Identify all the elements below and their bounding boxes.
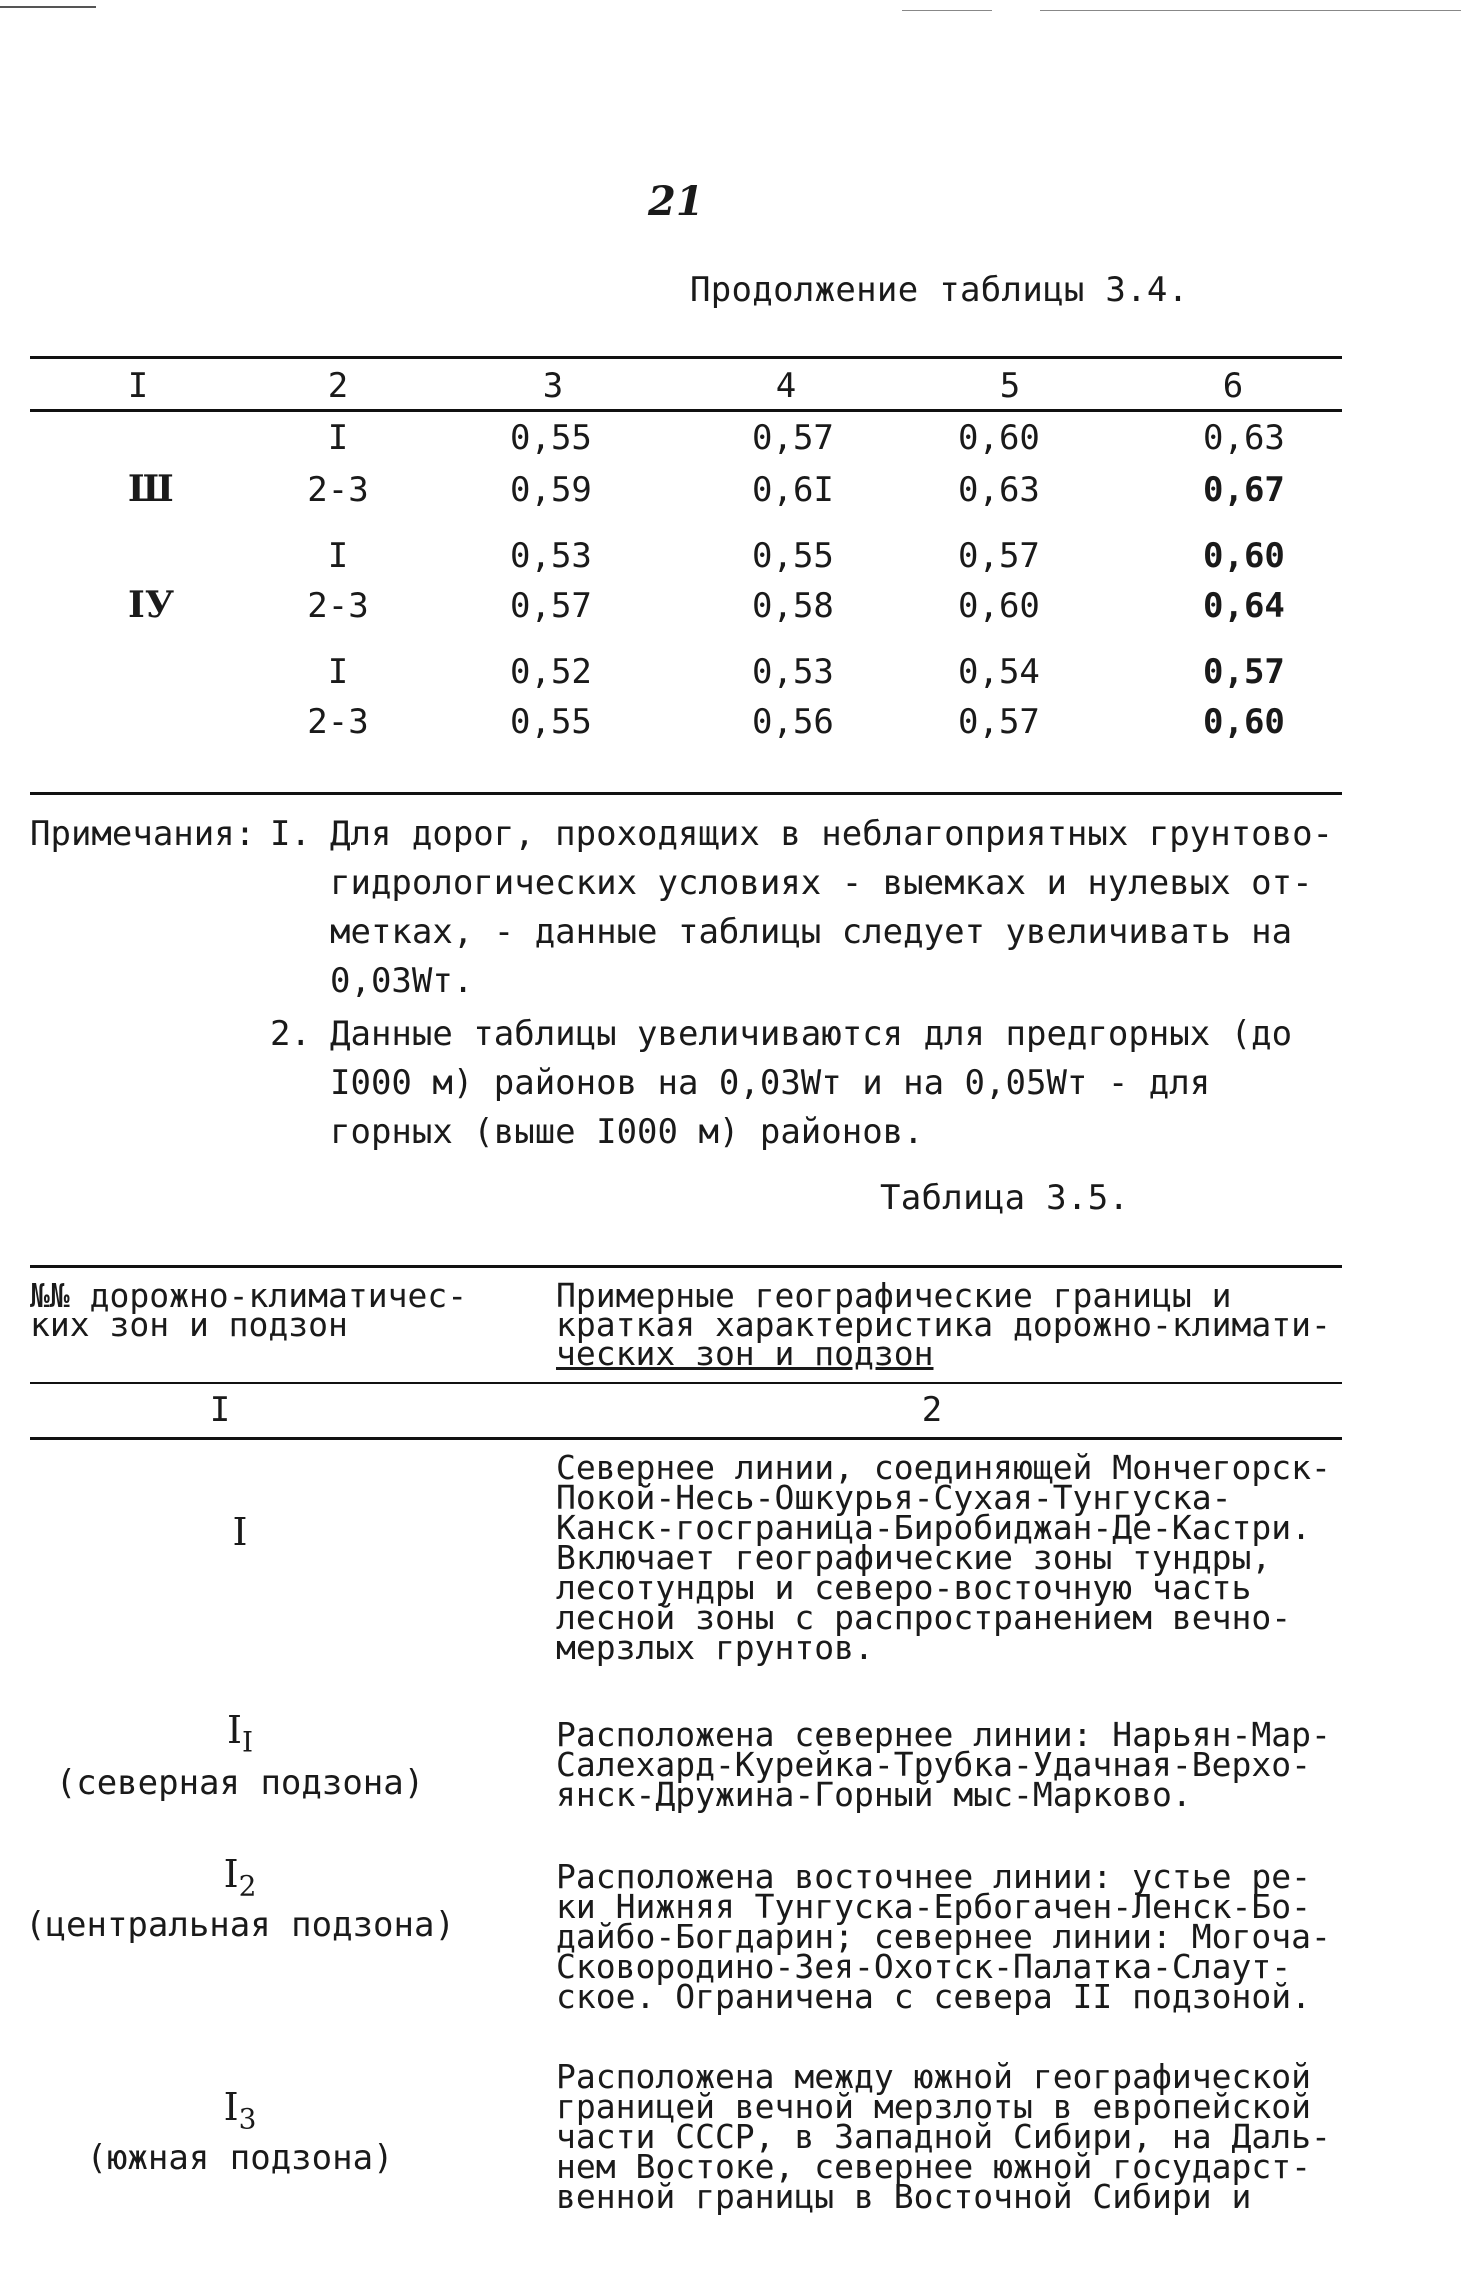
note-text	[330, 1010, 1292, 1157]
table-head-col-1	[30, 1276, 468, 1344]
table-bottom-rule	[30, 792, 1342, 795]
note-number: 2.	[270, 1014, 311, 1054]
value-cell: 0,60	[1203, 536, 1285, 576]
notes-label: Примечания:	[30, 814, 256, 854]
description-line: части СССР, в Западной Сибири, на Даль-	[556, 2117, 1331, 2156]
description-line: границей вечной мерзлоты в европейской	[556, 2087, 1311, 2126]
value-cell: 0,57	[752, 418, 834, 458]
head-line: краткая характеристика дорожно-климати-	[556, 1305, 1331, 1344]
zone-code	[0, 1510, 480, 1554]
head-line: ческих зон и подзон	[556, 1334, 934, 1373]
description-line: Канск-госграница-Биробиджан-Де-Кастри.	[556, 1508, 1311, 1547]
header-col-2: 2	[327, 366, 349, 406]
description-line: ки Нижняя Тунгуска-Ербогачен-Ленск-Бо-	[556, 1887, 1311, 1926]
zone-description	[556, 2057, 1331, 2216]
value-cell: 0,55	[752, 536, 834, 576]
note-line: горных (выше I000 м) районов.	[330, 1112, 924, 1152]
note-text	[330, 810, 1333, 1006]
subzone-cell: 2-3	[307, 586, 369, 626]
value-cell: 0,63	[1203, 418, 1285, 458]
zone-description	[556, 1715, 1331, 1814]
zone-description	[556, 1448, 1331, 1667]
value-cell: 0,58	[752, 586, 834, 626]
scan-mark	[0, 6, 96, 8]
page-number: 21	[648, 178, 704, 225]
note-line: I000 м) районов на 0,03Wт и на 0,05Wт - для	[330, 1063, 1211, 1103]
description-line: Салехард-Курейка-Трубка-Удачная-Верхо-	[556, 1745, 1311, 1784]
zone-code-main: I	[232, 1510, 248, 1554]
head-line: №№ дорожно-климатичес-	[30, 1276, 468, 1315]
value-cell: 0,60	[958, 586, 1040, 626]
note-line: гидрологических условиях - выемках и нулевых от-	[330, 863, 1313, 903]
value-cell: 0,56	[752, 702, 834, 742]
table-head-col-2	[556, 1276, 1331, 1373]
value-cell: 0,57	[958, 702, 1040, 742]
value-cell: 0,64	[1203, 586, 1285, 626]
description-line: Сковородино-Зея-Охотск-Палатка-Слаут-	[556, 1947, 1292, 1986]
description-line: лесной зоны с распространением вечно-	[556, 1598, 1292, 1637]
colnum-1: I	[209, 1390, 231, 1430]
table-numbering-rule	[30, 1437, 1342, 1440]
subzone-cell: I	[327, 418, 349, 458]
zone-label: (северная подзона)	[55, 1763, 425, 1803]
header-col-6: 6	[1222, 366, 1244, 406]
description-line: Расположена севернее линии: Нарьян-Мар-	[556, 1715, 1331, 1754]
zone-code	[0, 2085, 480, 2136]
zone-code	[0, 1708, 480, 1759]
zone-code	[0, 1852, 480, 1903]
description-line: Расположена восточнее линии: устье ре-	[556, 1857, 1311, 1896]
note-line: 0,03Wт.	[330, 961, 474, 1001]
description-line: Покой-Несь-Ошкурья-Сухая-Тунгуска-	[556, 1478, 1232, 1517]
zone-cell: IУ	[128, 584, 175, 626]
scan-mark	[1040, 10, 1461, 11]
value-cell: 0,60	[1203, 702, 1285, 742]
description-line: Включает географические зоны тундры,	[556, 1538, 1272, 1577]
value-cell: 0,57	[958, 536, 1040, 576]
note-line: метках, - данные таблицы следует увеличивать на	[330, 912, 1293, 952]
scan-mark	[902, 10, 992, 11]
value-cell: 0,54	[958, 652, 1040, 692]
note-line: Для дорог, проходящих в неблагоприятных грунтово-	[330, 814, 1334, 854]
subzone-cell: I	[327, 652, 349, 692]
zone-cell: Ш	[128, 468, 174, 510]
table-header-rule	[30, 409, 1342, 412]
value-cell: 0,57	[1203, 652, 1285, 692]
value-cell: 0,6I	[752, 470, 834, 510]
value-cell: 0,63	[958, 470, 1040, 510]
value-cell: 0,55	[510, 418, 592, 458]
zone-code-main: I	[223, 2085, 239, 2129]
header-col-4: 4	[775, 366, 797, 406]
zone-code-main: I	[226, 1708, 242, 1752]
head-line: Примерные географические границы и	[556, 1276, 1232, 1315]
zone-label: (центральная подзона)	[25, 1905, 455, 1945]
description-line: Севернее линии, соединяющей Мончегорск-	[556, 1448, 1331, 1487]
value-cell: 0,53	[510, 536, 592, 576]
subzone-cell: I	[327, 536, 349, 576]
description-line: Расположена между южной географической	[556, 2057, 1311, 2096]
description-line: нем Востоке, севернее южной государст-	[556, 2147, 1311, 2186]
table-top-rule	[30, 1265, 1342, 1268]
value-cell: 0,59	[510, 470, 592, 510]
description-line: мерзлых грунтов.	[556, 1628, 874, 1667]
note-number: I.	[270, 814, 311, 854]
description-line: венной границы в Восточной Сибири и	[556, 2177, 1252, 2216]
value-cell: 0,53	[752, 652, 834, 692]
value-cell: 0,55	[510, 702, 592, 742]
zone-label: (южная подзона)	[86, 2138, 394, 2178]
table-caption: Продолжение таблицы 3.4.	[690, 270, 1189, 310]
subzone-cell: 2-3	[307, 702, 369, 742]
value-cell: 0,57	[510, 586, 592, 626]
description-line: ское. Ограничена с севера II подзоной.	[556, 1977, 1311, 2016]
table-header-rule	[30, 1382, 1342, 1384]
zone-code-sub: 2	[238, 1869, 257, 1903]
description-line: янск-Дружина-Горный мыс-Марково.	[556, 1775, 1192, 1814]
table-top-rule	[30, 356, 1342, 359]
zone-description	[556, 1857, 1331, 2016]
note-line: Данные таблицы увеличиваются для предгорных (до	[330, 1014, 1293, 1054]
description-line: лесотундры и северо-восточную часть	[556, 1568, 1252, 1607]
zone-code-main: I	[223, 1852, 239, 1896]
header-col-1: I	[127, 366, 149, 406]
zone-code-sub: 3	[238, 2102, 257, 2136]
zone-code-sub: I	[241, 1725, 254, 1759]
value-cell: 0,67	[1203, 470, 1285, 510]
description-line: дайбо-Богдарин; севернее линии: Могоча-	[556, 1917, 1331, 1956]
head-line: ких зон и подзон	[30, 1305, 348, 1344]
table-caption: Таблица 3.5.	[880, 1178, 1130, 1218]
value-cell: 0,52	[510, 652, 592, 692]
header-col-5: 5	[999, 366, 1021, 406]
colnum-2: 2	[921, 1390, 943, 1430]
subzone-cell: 2-3	[307, 470, 369, 510]
header-col-3: 3	[542, 366, 564, 406]
value-cell: 0,60	[958, 418, 1040, 458]
